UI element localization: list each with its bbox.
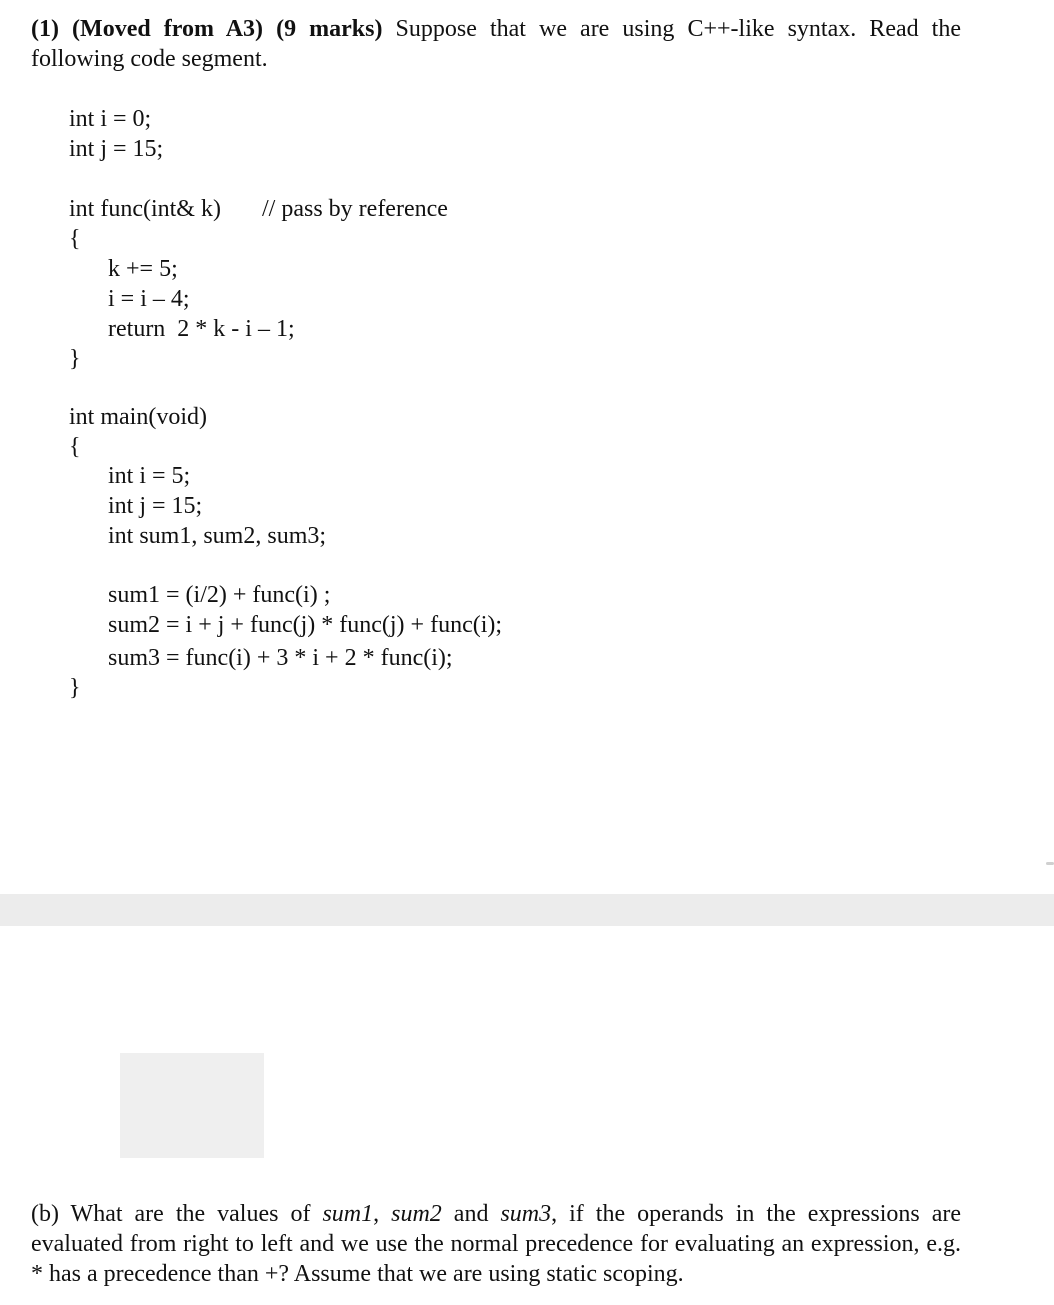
question-intro xyxy=(31,14,961,74)
question-b-prefix: (b) What are the values of xyxy=(31,1201,323,1227)
edge-mark xyxy=(1046,862,1054,865)
question-b-sep1: , xyxy=(373,1201,392,1227)
code-line-main-open: { xyxy=(69,434,81,460)
code-line-func-body-1: k += 5; xyxy=(108,256,178,282)
code-comment-pass-by-reference: // pass by reference xyxy=(262,196,448,222)
intro-text: Suppose that we are using C++-like syntax. Read the following code segment. xyxy=(31,16,962,72)
code-line-func-close: } xyxy=(69,346,81,372)
code-line-main-decl-3: int sum1, sum2, sum3; xyxy=(108,523,327,549)
marks-label: (9 marks) xyxy=(276,16,383,42)
redacted-band xyxy=(0,894,1054,926)
code-line-func-signature: int func(int& k) xyxy=(69,196,221,222)
code-line-main-signature: int main(void) xyxy=(69,404,207,430)
code-line-main-stmt-2: sum2 = i + j + func(j) * func(j) + func(i); xyxy=(108,612,503,638)
code-line-main-stmt-1: sum1 = (i/2) + func(i) ; xyxy=(108,582,331,608)
var-sum1: sum1 xyxy=(322,1201,374,1227)
code-line-global-j: int j = 15; xyxy=(69,136,164,162)
moved-note: (Moved from A3) xyxy=(72,16,264,42)
code-line-main-close: } xyxy=(69,675,81,701)
code-line-func-body-3: return 2 * k - i – 1; xyxy=(108,316,295,342)
question-b xyxy=(31,1199,961,1289)
code-line-main-decl-2: int j = 15; xyxy=(108,493,203,519)
code-line-main-decl-1: int i = 5; xyxy=(108,463,191,489)
var-sum3: sum3 xyxy=(500,1201,552,1227)
redacted-box xyxy=(120,1053,264,1158)
code-line-main-stmt-3: sum3 = func(i) + 3 * i + 2 * func(i); xyxy=(108,645,453,671)
code-line-global-i: int i = 0; xyxy=(69,106,152,132)
question-b-sep2: and xyxy=(441,1201,501,1227)
code-line-func-body-2: i = i – 4; xyxy=(108,286,190,312)
question-number: (1) xyxy=(31,16,59,42)
question-b-suffix: , if the operands in the expressions are evaluated from right to left and we use the normal precedence for evaluating an expression, e.g. * has a precedence than +? Assume that we are using static scoping. xyxy=(31,1201,962,1287)
var-sum2: sum2 xyxy=(391,1201,442,1227)
code-line-func-open: { xyxy=(69,226,81,252)
